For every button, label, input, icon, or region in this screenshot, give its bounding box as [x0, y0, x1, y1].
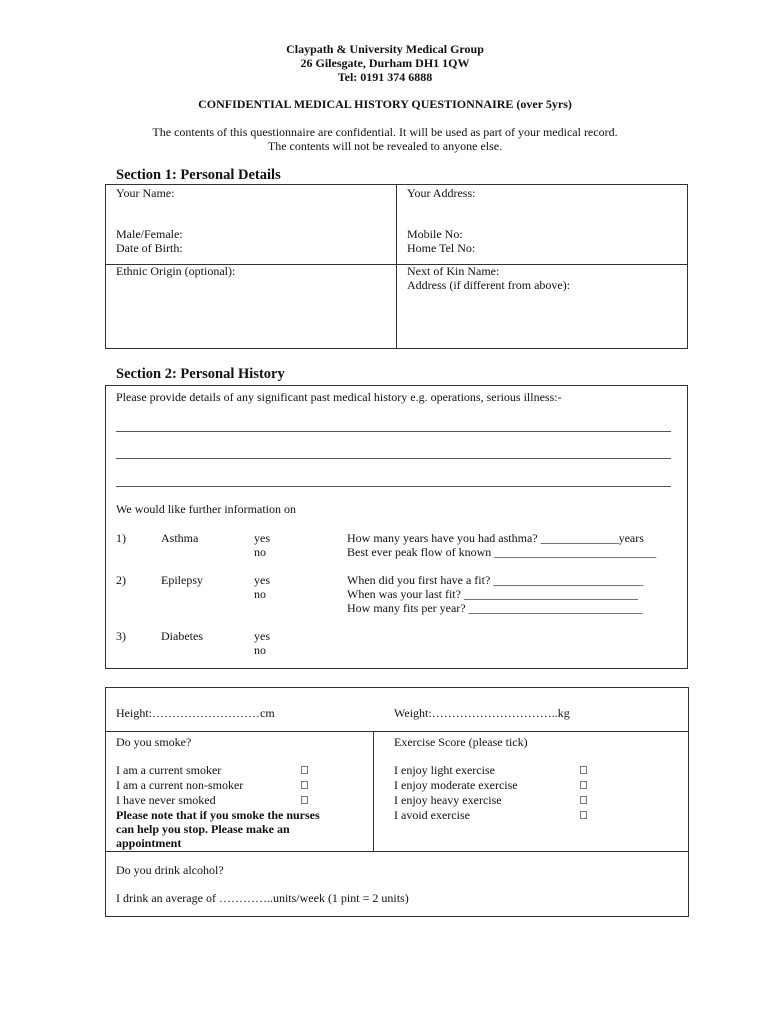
- exercise-avoid-checkbox[interactable]: [580, 811, 587, 819]
- item-epilepsy: Epilepsy: [161, 573, 203, 587]
- asthma-years-field[interactable]: How many years have you had asthma? _____________years: [347, 531, 644, 545]
- kin-address-field[interactable]: Address (if different from above):: [407, 278, 571, 292]
- exercise-option-light: I enjoy light exercise: [394, 763, 495, 777]
- item-diabetes: Diabetes: [161, 629, 203, 643]
- diabetes-yes[interactable]: yes: [254, 629, 270, 643]
- height-field[interactable]: Height:………………………cm: [116, 706, 275, 720]
- smoke-note-line-1: Please note that if you smoke the nurses: [116, 808, 320, 822]
- section2-heading: Section 2: Personal History: [116, 366, 285, 382]
- exercise-moderate-checkbox[interactable]: [580, 781, 587, 789]
- peak-flow-field[interactable]: Best ever peak flow of known ___________________________: [347, 545, 657, 559]
- exercise-option-avoid: I avoid exercise: [394, 808, 470, 822]
- asthma-no[interactable]: no: [254, 545, 266, 559]
- org-address: 26 Gilesgate, Durham DH1 1QW: [300, 56, 470, 70]
- smoke-option-current: I am a current smoker: [116, 763, 222, 777]
- weight-field[interactable]: Weight:…………………………..kg: [394, 706, 570, 720]
- personal-details-divider: [396, 184, 397, 349]
- exercise-option-moderate: I enjoy moderate exercise: [394, 778, 518, 792]
- gender-field[interactable]: Male/Female:: [116, 227, 183, 241]
- diabetes-no[interactable]: no: [254, 643, 266, 657]
- exercise-option-heavy: I enjoy heavy exercise: [394, 793, 502, 807]
- history-line-3[interactable]: [116, 486, 671, 487]
- dob-field[interactable]: Date of Birth:: [116, 241, 183, 255]
- your-name-field[interactable]: Your Name:: [116, 186, 175, 200]
- org-name: Claypath & University Medical Group: [286, 42, 484, 56]
- ethnic-origin-field[interactable]: Ethnic Origin (optional):: [116, 264, 236, 278]
- exercise-heavy-checkbox[interactable]: [580, 796, 587, 804]
- further-info-label: We would like further information on: [116, 502, 296, 516]
- history-prompt: Please provide details of any significant past medical history e.g. operations, serious illness:-: [116, 390, 562, 404]
- intro-line-1: The contents of this questionnaire are confidential. It will be used as part of your medical record.: [152, 125, 618, 139]
- item-number: 2): [116, 573, 126, 587]
- lifestyle-row-divider-2: [105, 851, 689, 852]
- form-title: CONFIDENTIAL MEDICAL HISTORY QUESTIONNAIRE (over 5yrs): [198, 97, 572, 111]
- fits-per-year-field[interactable]: How many fits per year? _____________________________: [347, 601, 643, 615]
- smoke-non-checkbox[interactable]: [301, 781, 308, 789]
- alcohol-units-field[interactable]: I drink an average of …………..units/week (1 pint = 2 units): [116, 891, 409, 905]
- smoke-question: Do you smoke?: [116, 735, 192, 749]
- last-fit-field[interactable]: When was your last fit? _____________________________: [347, 587, 638, 601]
- next-of-kin-field[interactable]: Next of Kin Name:: [407, 264, 500, 278]
- your-address-field[interactable]: Your Address:: [407, 186, 476, 200]
- lifestyle-col-divider: [373, 731, 374, 851]
- first-fit-field[interactable]: When did you first have a fit? _________________________: [347, 573, 644, 587]
- item-number: 1): [116, 531, 126, 545]
- exercise-question: Exercise Score (please tick): [394, 735, 528, 749]
- org-tel: Tel: 0191 374 6888: [337, 70, 433, 84]
- smoke-current-checkbox[interactable]: [301, 766, 308, 774]
- smoke-note-line-2: can help you stop. Please make an: [116, 822, 290, 836]
- exercise-light-checkbox[interactable]: [580, 766, 587, 774]
- item-number: 3): [116, 629, 126, 643]
- personal-history-table: [105, 385, 688, 669]
- mobile-field[interactable]: Mobile No:: [407, 227, 463, 241]
- section1-heading: Section 1: Personal Details: [116, 167, 281, 183]
- history-line-1[interactable]: [116, 431, 671, 432]
- epilepsy-yes[interactable]: yes: [254, 573, 270, 587]
- smoke-never-checkbox[interactable]: [301, 796, 308, 804]
- epilepsy-no[interactable]: no: [254, 587, 266, 601]
- intro-line-2: The contents will not be revealed to anyone else.: [267, 139, 503, 153]
- smoke-option-never: I have never smoked: [116, 793, 216, 807]
- home-tel-field[interactable]: Home Tel No:: [407, 241, 476, 255]
- item-asthma: Asthma: [161, 531, 199, 545]
- smoke-note-line-3: appointment: [116, 836, 182, 850]
- asthma-yes[interactable]: yes: [254, 531, 270, 545]
- alcohol-question: Do you drink alcohol?: [116, 863, 224, 877]
- lifestyle-row-divider-1: [105, 731, 689, 732]
- smoke-option-non: I am a current non-smoker: [116, 778, 244, 792]
- history-line-2[interactable]: [116, 458, 671, 459]
